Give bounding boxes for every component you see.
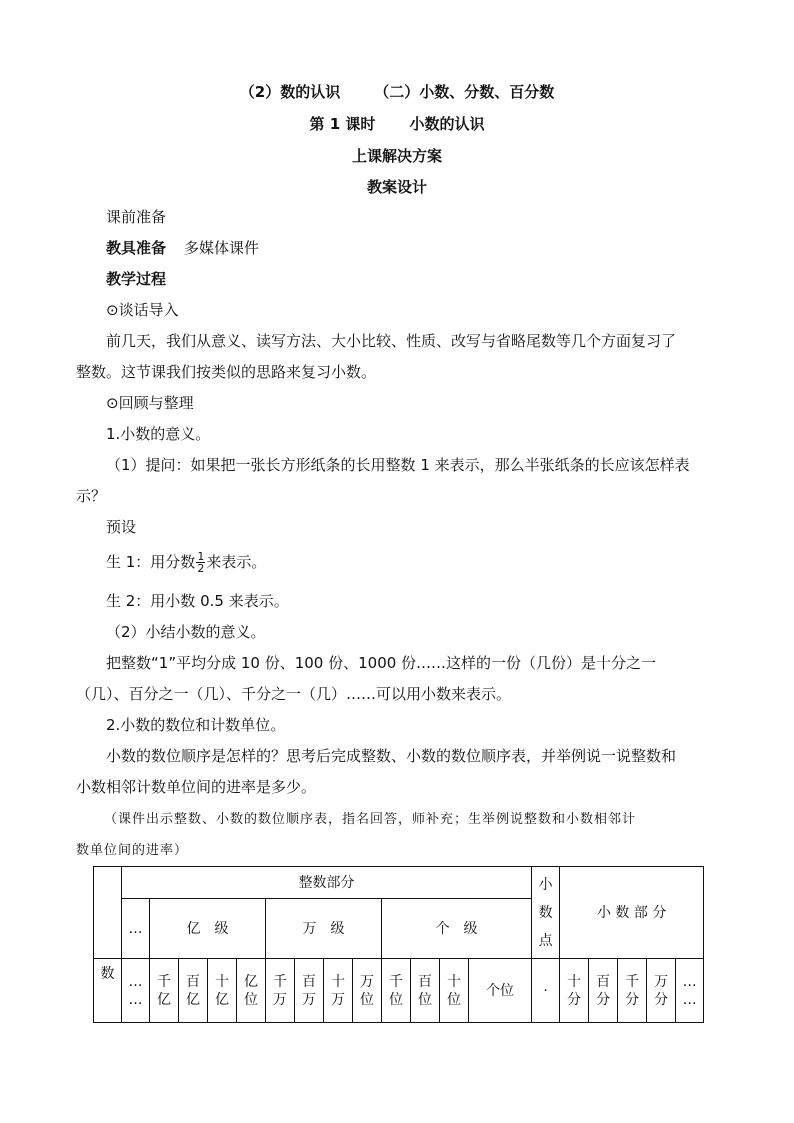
note-line-1: （课件出示整数、小数的数位顺序表，指名回答，师补充；生举例说整数和小数相邻计 <box>104 812 637 827</box>
student-1-text: 生 1：用分数 <box>106 553 196 571</box>
place-cell: … … <box>122 959 150 1023</box>
intro-heading: ⊙谈话导入 <box>106 301 179 319</box>
intro-paragraph-line-1: 前几天，我们从意义、读写方法、大小比较、性质、改写与省略尾数等几个方面复习了 <box>106 332 677 350</box>
student-2-answer: 生 2：用小数 0.5 来表示。 <box>106 592 289 610</box>
fraction-one-half <box>196 551 205 574</box>
tools-value: 多媒体课件 <box>184 239 260 257</box>
question-1-line-1: （1）提问：如果把一张长方形纸条的长用整数 1 来表示，那么半张纸条的长应该怎样表 <box>106 456 690 474</box>
decimal-place-cell: 百 分 <box>589 959 618 1023</box>
place-cell: 十 万 <box>324 959 353 1023</box>
decimal-place-cell: 千 分 <box>618 959 647 1023</box>
decimal-place-cell: 十 分 <box>560 959 589 1023</box>
ge-level-cell: 个 级 <box>382 899 532 959</box>
question-1-line-2: 示？ <box>76 487 107 505</box>
main-title-right: （二）小数、分数、百分数 <box>374 83 555 101</box>
process-heading: 教学过程 <box>106 270 167 288</box>
tools-label: 教具准备 <box>106 239 167 257</box>
summary-line-2: （几）、百分之一（几）、千分之一（几）……可以用小数来表示。 <box>76 685 512 703</box>
place-cell: 千 亿 <box>150 959 179 1023</box>
plan-title: 上课解决方案 <box>351 147 442 165</box>
ellipsis-cell: … <box>122 899 150 959</box>
decimal-place-cell: … … <box>676 959 704 1023</box>
question-2: （2）小结小数的意义。 <box>106 623 266 641</box>
main-title-left: （2）数的认识 <box>239 83 341 101</box>
decimal-point-label: 小 数 点 <box>538 876 553 949</box>
table-corner-cell <box>94 867 122 959</box>
place-cell: 千 位 <box>382 959 411 1023</box>
place-cell: 亿 位 <box>237 959 266 1023</box>
item-1-heading: 1.小数的意义。 <box>106 425 211 443</box>
yi-level-cell: 亿 级 <box>150 899 266 959</box>
intro-paragraph-line-2: 整数。这节课我们按类似的思路来复习小数。 <box>76 363 377 381</box>
student-1-text-end: 来表示。 <box>206 553 267 571</box>
note-line-2: 数单位间的进率） <box>76 843 189 858</box>
place-cell: 万 位 <box>353 959 382 1023</box>
fraction-numerator: 1 <box>197 550 205 563</box>
design-title: 教案设计 <box>366 178 427 196</box>
decimal-point-header <box>532 867 560 959</box>
lesson-title <box>0 114 794 134</box>
lesson-number: 第 1 课时 <box>309 115 376 133</box>
tools-line <box>76 237 752 259</box>
student-1-answer <box>76 551 752 574</box>
prep-heading: 课前准备 <box>106 208 167 226</box>
summary-line-1: 把整数“1”平均分成 10 份、100 份、1000 份……这样的一份（几份）是十分之一 <box>106 654 657 672</box>
place-value-paragraph-line-1: 小数的数位顺序是怎样的？思考后完成整数、小数的数位顺序表，并举例说一说整数和 <box>106 747 677 765</box>
place-cell: 百 亿 <box>179 959 208 1023</box>
wan-level-cell: 万 级 <box>266 899 382 959</box>
preset-label: 预设 <box>106 518 137 536</box>
decimal-part-header: 小 数 部 分 <box>560 867 704 959</box>
integer-part-header: 整数部分 <box>122 867 532 899</box>
lesson-name: 小数的认识 <box>409 115 485 133</box>
decimal-point-dot-cell: · <box>532 959 560 1023</box>
main-title <box>0 82 794 102</box>
place-cell: 十 亿 <box>208 959 237 1023</box>
place-cell: 百 万 <box>295 959 324 1023</box>
decimal-place-cell: 万 分 <box>647 959 676 1023</box>
place-value-table <box>93 866 704 1023</box>
place-cell: 十 位 <box>440 959 469 1023</box>
place-value-paragraph-line-2: 小数相邻计数单位间的进率是多少。 <box>76 778 317 796</box>
fraction-denominator: 2 <box>197 562 205 575</box>
ones-place-cell: 个位 <box>469 959 532 1023</box>
place-cell: 百 位 <box>411 959 440 1023</box>
place-cell: 千 万 <box>266 959 295 1023</box>
row-label-cell: 数 <box>94 959 122 1023</box>
item-2-heading: 2.小数的数位和计数单位。 <box>106 716 286 734</box>
review-heading: ⊙回顾与整理 <box>106 394 194 412</box>
